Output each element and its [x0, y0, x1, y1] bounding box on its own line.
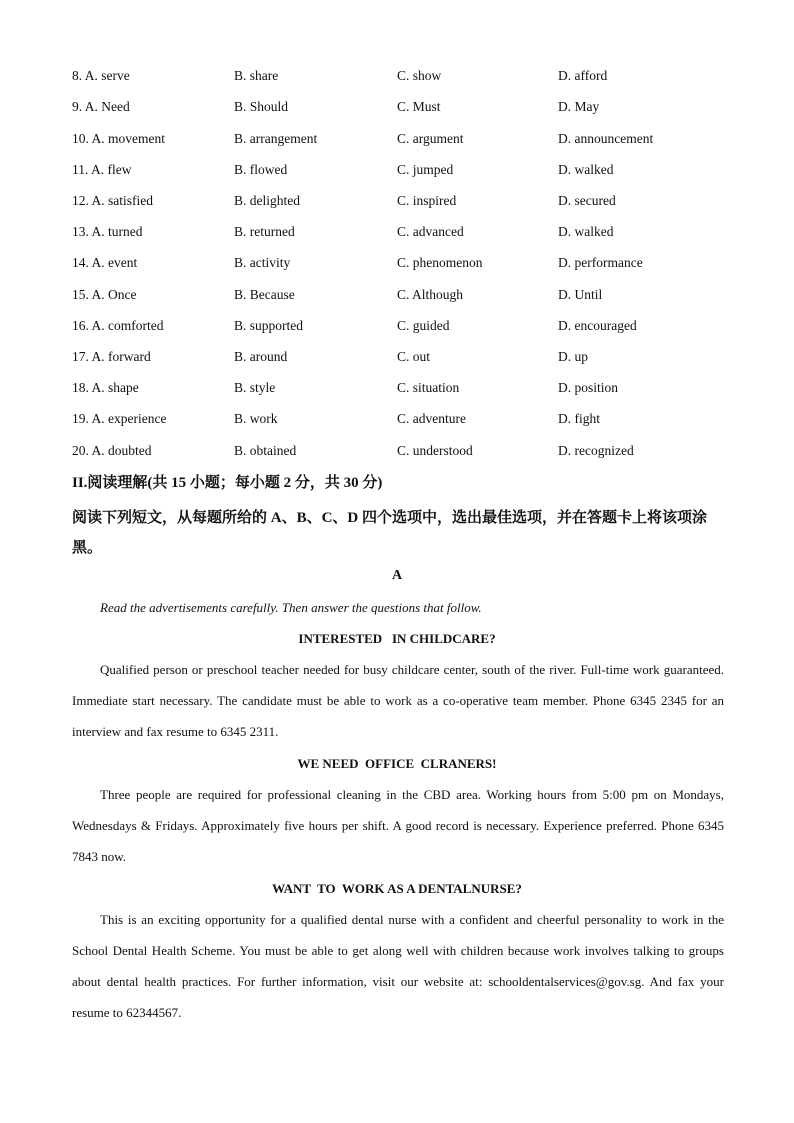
option-d: D. recognized	[558, 443, 634, 458]
option-c: C. inspired	[397, 193, 457, 208]
option-c: C. Must	[397, 99, 441, 114]
option-c: C. situation	[397, 380, 460, 395]
option-a: 14. A. event	[72, 255, 138, 270]
option-a: 16. A. comforted	[72, 318, 164, 333]
section-instruction: 阅读下列短文，从每题所给的 A、B、C、D 四个选项中，选出最佳选项，并在答题卡上将该项涂黑。	[72, 510, 708, 556]
passage-intro: Read the advertisements carefully. Then answer the questions that follow.	[100, 600, 482, 615]
option-c: C. jumped	[397, 162, 454, 177]
option-a: 11. A. flew	[72, 162, 132, 177]
option-b: B. activity	[234, 255, 291, 270]
question-row-10	[72, 129, 732, 149]
option-c: C. adventure	[397, 411, 466, 426]
option-b: B. supported	[234, 318, 303, 333]
question-row-11	[72, 160, 732, 180]
question-row-13	[72, 222, 732, 242]
option-b: B. work	[234, 411, 278, 426]
question-row-12	[72, 191, 732, 211]
question-row-9	[72, 97, 732, 117]
question-row-19	[72, 409, 732, 429]
ad-title-dental-nurse: WANT TO WORK AS A DENTALNURSE?	[272, 881, 522, 896]
ad-body-dental-nurse: This is an exciting opportunity for a qualified dental nurse with a confident and cheerful personality to work in the School Dental Health Scheme. You must be able to get along well with children because work involves talking to groups about dental health practices. For further information, visit our website at: schooldentalservices@gov.sg. And fax your resume to 62344567.	[72, 912, 724, 1020]
section-heading: II.阅读理解(共 15 小题；每小题 2 分，共 30 分)	[72, 475, 383, 491]
ad-title-cleaners: WE NEED OFFICE CLRANERS!	[297, 756, 497, 771]
ad-body-childcare: Qualified person or preschool teacher needed for busy childcare center, south of the river. Full-time work guaranteed. Immediate start necessary. The candidate must be able to work as a co-operative team member. Phone 6345 2345 for an interview and fax resume to 6345 2311.	[72, 662, 724, 739]
option-a: 12. A. satisfied	[72, 193, 153, 208]
option-b: B. around	[234, 349, 288, 364]
option-b: B. style	[234, 380, 276, 395]
option-d: D. fight	[558, 411, 600, 426]
option-c: C. Although	[397, 287, 464, 302]
option-d: D. walked	[558, 162, 614, 177]
option-c: C. show	[397, 68, 442, 83]
question-row-20	[72, 441, 732, 461]
option-b: B. returned	[234, 224, 295, 239]
option-d: D. Until	[558, 287, 603, 302]
option-c: C. out	[397, 349, 431, 364]
ad-title-childcare: INTERESTED IN CHILDCARE?	[298, 631, 496, 646]
option-d: D. performance	[558, 255, 643, 270]
option-d: D. encouraged	[558, 318, 637, 333]
option-b: B. Should	[234, 99, 289, 114]
option-d: D. May	[558, 99, 600, 114]
option-d: D. position	[558, 380, 619, 395]
passage-label: A	[391, 568, 403, 583]
option-a: 8. A. serve	[72, 68, 130, 83]
option-a: 9. A. Need	[72, 99, 130, 114]
option-a: 20. A. doubted	[72, 443, 152, 458]
question-row-16	[72, 316, 732, 336]
option-d: D. walked	[558, 224, 614, 239]
option-b: B. obtained	[234, 443, 297, 458]
option-a: 13. A. turned	[72, 224, 143, 239]
question-row-14	[72, 253, 732, 273]
option-b: B. flowed	[234, 162, 288, 177]
option-a: 18. A. shape	[72, 380, 139, 395]
option-a: 19. A. experience	[72, 411, 167, 426]
option-d: D. secured	[558, 193, 616, 208]
option-d: D. announcement	[558, 131, 654, 146]
option-b: B. share	[234, 68, 279, 83]
option-c: C. understood	[397, 443, 473, 458]
option-b: B. Because	[234, 287, 295, 302]
option-c: C. guided	[397, 318, 450, 333]
option-c: C. phenomenon	[397, 255, 483, 270]
question-row-17	[72, 347, 732, 367]
question-row-15	[72, 285, 732, 305]
ad-body-cleaners: Three people are required for professional cleaning in the CBD area. Working hours from 5:00 pm on Mondays, Wednesdays & Fridays. Approximately five hours per shift. A good record is necessary. Experience preferred. Phone 6345 7843 now.	[72, 787, 724, 864]
option-d: D. up	[558, 349, 588, 364]
option-d: D. afford	[558, 68, 608, 83]
question-row-8	[72, 66, 732, 86]
option-a: 17. A. forward	[72, 349, 151, 364]
option-c: C. advanced	[397, 224, 464, 239]
option-a: 10. A. movement	[72, 131, 165, 146]
option-b: B. arrangement	[234, 131, 318, 146]
option-a: 15. A. Once	[72, 287, 137, 302]
question-row-18	[72, 378, 732, 398]
option-c: C. argument	[397, 131, 464, 146]
option-b: B. delighted	[234, 193, 300, 208]
